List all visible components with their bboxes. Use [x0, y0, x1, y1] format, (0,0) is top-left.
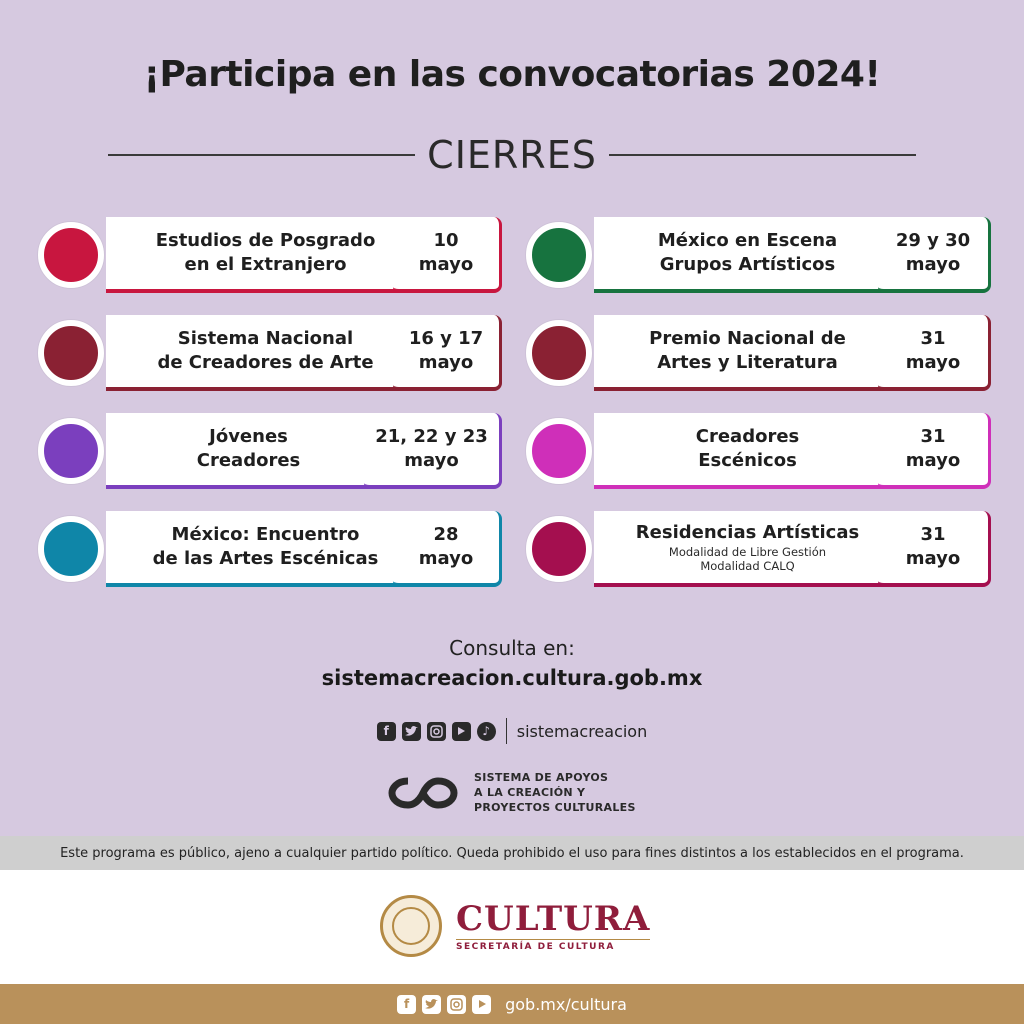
card-jovenes-creadores [38, 413, 502, 489]
social-divider [506, 718, 507, 744]
card-premio-nacional [526, 315, 991, 391]
card-name-box [594, 413, 904, 489]
color-dot [38, 418, 104, 484]
card-date-box [878, 511, 991, 587]
facebook-icon[interactable]: f [397, 995, 416, 1014]
card-date-box [393, 315, 502, 391]
national-seal-icon [380, 895, 442, 957]
color-dot [38, 516, 104, 582]
footer-url[interactable]: gob.mx/cultura [505, 994, 627, 1014]
program-logo-text [474, 770, 636, 815]
card-name: Creadores Escénicos [695, 426, 800, 471]
card-name: Premio Nacional de Artes y Literatura [649, 328, 846, 373]
color-dot [38, 222, 104, 288]
tiktok-icon[interactable]: ♪ [477, 722, 496, 741]
card-date: 16 y 17 mayo [408, 328, 484, 373]
card-name: Jóvenes Creadores [196, 426, 301, 471]
card-estudios-posgrado [38, 217, 502, 293]
card-date-box [878, 315, 991, 391]
program-logo [388, 770, 636, 815]
card-date: 31 mayo [905, 328, 961, 373]
seal-eagle-icon [392, 907, 430, 945]
card-residencias-artisticas [526, 511, 991, 587]
card-mexico-en-escena [526, 217, 991, 293]
youtube-icon[interactable] [452, 722, 471, 741]
section-header [108, 132, 916, 178]
cultura-logo [380, 895, 650, 957]
card-name-box [106, 511, 428, 587]
disclaimer-text: Este programa es público, ajeno a cualquier partido político. Queda prohibido el uso para fines distintos a los establecidos en el programa. [60, 845, 964, 861]
card-name-box [594, 511, 904, 587]
card-date: 29 y 30 mayo [895, 230, 971, 275]
card-date: 21, 22 y 23 mayo [375, 426, 488, 471]
social-row [0, 718, 1024, 744]
card-subtitle: Modalidad de Libre Gestión [668, 545, 827, 559]
instagram-icon[interactable] [427, 722, 446, 741]
card-name-box [594, 217, 904, 293]
section-label: CIERRES [427, 133, 597, 177]
card-name-box [106, 217, 428, 293]
card-date: 28 mayo [418, 524, 474, 569]
card-subtitle: Modalidad CALQ [700, 559, 795, 573]
color-dot [526, 320, 592, 386]
twitter-icon[interactable] [422, 995, 441, 1014]
infinity-logo-icon [388, 773, 458, 813]
logo-line-3: PROYECTOS CULTURALES [474, 801, 636, 814]
facebook-icon[interactable]: f [377, 722, 396, 741]
card-date-box [878, 217, 991, 293]
card-date: 10 mayo [418, 230, 474, 275]
card-name: Estudios de Posgrado en el Extranjero [155, 230, 376, 275]
color-dot [526, 516, 592, 582]
youtube-icon[interactable] [472, 995, 491, 1014]
card-name: Residencias Artísticas [635, 522, 860, 543]
card-date: 31 mayo [905, 426, 961, 471]
card-name-box [106, 315, 428, 391]
cultura-name: CULTURA [456, 898, 651, 939]
cultura-subtitle: SECRETARÍA DE CULTURA [456, 939, 650, 952]
color-dot [526, 222, 592, 288]
divider-left [108, 154, 415, 156]
card-name: México en Escena Grupos Artísticos [657, 230, 838, 275]
card-creadores-escenicos [526, 413, 991, 489]
card-name: México: Encuentro de las Artes Escénicas [152, 524, 379, 569]
instagram-icon[interactable] [447, 995, 466, 1014]
color-dot [526, 418, 592, 484]
card-name: Sistema Nacional de Creadores de Arte [157, 328, 374, 373]
consulta-label: Consulta en: [449, 636, 575, 660]
consulta-url[interactable]: sistemacreacion.cultura.gob.mx [321, 666, 703, 690]
disclaimer-bar [0, 836, 1024, 870]
card-date: 31 mayo [905, 524, 961, 569]
twitter-icon[interactable] [402, 722, 421, 741]
card-name-box [594, 315, 904, 391]
card-mexico-encuentro [38, 511, 502, 587]
footer-bar [0, 984, 1024, 1024]
card-sistema-nacional [38, 315, 502, 391]
card-date-box [364, 413, 502, 489]
card-name-box [106, 413, 394, 489]
logo-line-2: A LA CREACIÓN Y [474, 786, 586, 799]
card-date-box [878, 413, 991, 489]
social-handle[interactable]: sistemacreacion [516, 721, 648, 741]
logo-line-1: SISTEMA DE APOYOS [474, 771, 609, 784]
card-date-box [393, 511, 502, 587]
page-title: ¡Participa en las convocatorias 2024! [143, 54, 881, 95]
card-date-box [393, 217, 502, 293]
color-dot [38, 320, 104, 386]
cultura-wordmark [456, 898, 651, 952]
divider-right [609, 154, 916, 156]
